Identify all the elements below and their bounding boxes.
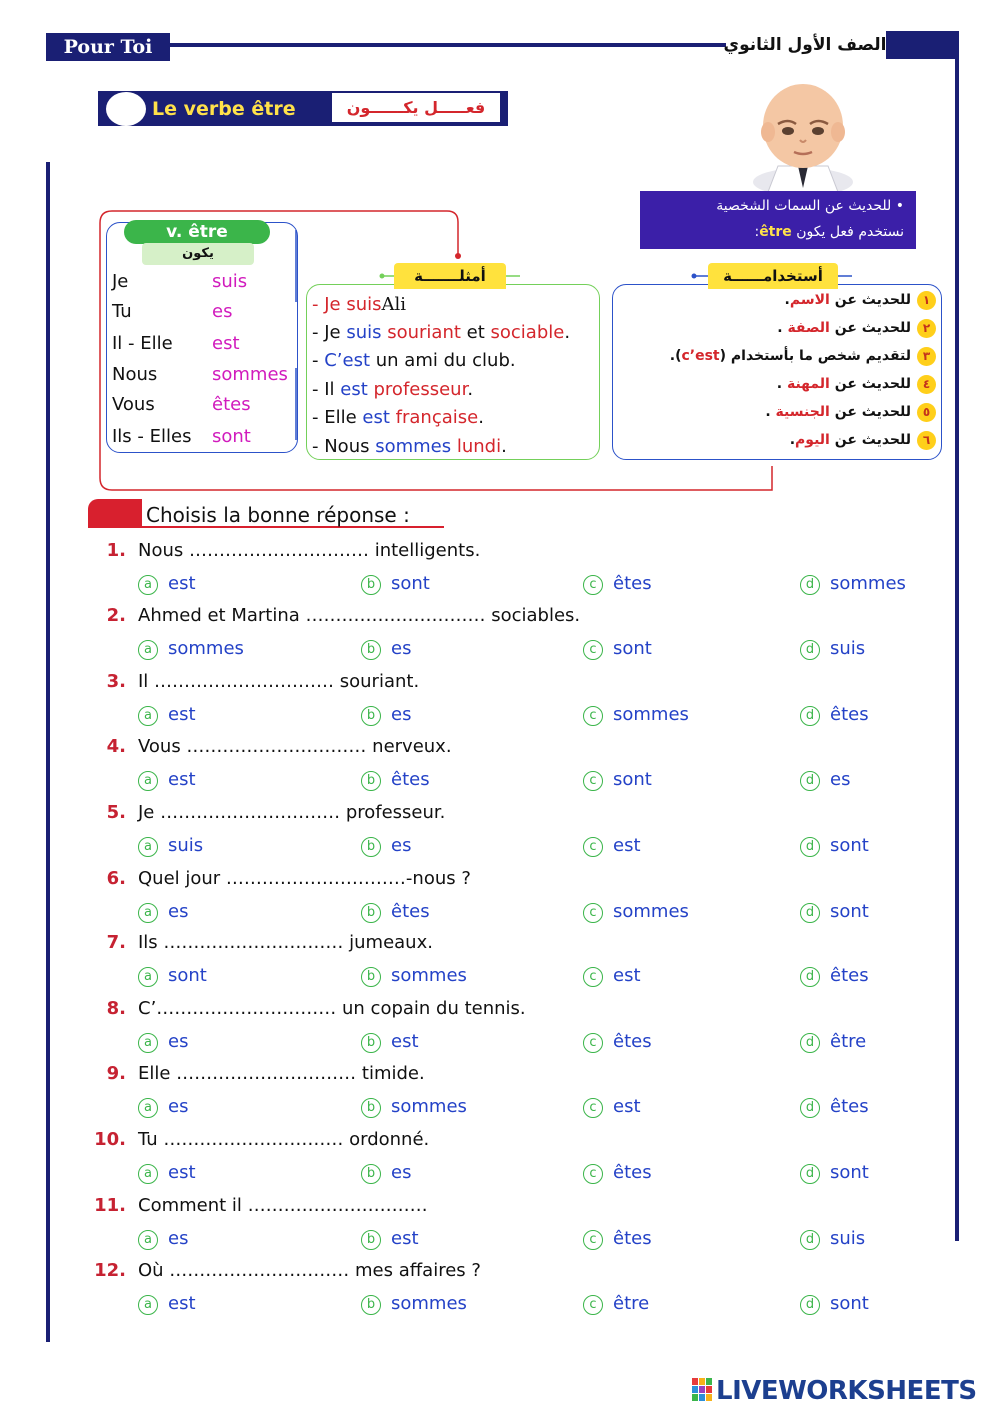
option-label: suis bbox=[830, 638, 866, 659]
usage-number-badge: ٢ bbox=[917, 319, 936, 338]
option-letter-icon: c bbox=[583, 706, 603, 726]
answer-option[interactable] bbox=[800, 570, 906, 598]
option-label: suis bbox=[168, 835, 204, 856]
answer-option[interactable] bbox=[800, 635, 865, 663]
option-label: es bbox=[168, 1228, 189, 1249]
example-fragment: souriant bbox=[387, 322, 461, 343]
option-label: êtes bbox=[391, 769, 430, 790]
option-letter-icon: a bbox=[138, 1033, 158, 1053]
option-letter-icon: b bbox=[361, 640, 381, 660]
option-label: es bbox=[168, 901, 189, 922]
option-label: sont bbox=[830, 901, 869, 922]
example-fragment: lundi bbox=[456, 436, 502, 457]
answer-option[interactable] bbox=[138, 1093, 188, 1121]
usage-number-badge: ٦ bbox=[917, 431, 936, 450]
footer-brand bbox=[692, 1374, 992, 1408]
option-letter-icon: b bbox=[361, 903, 381, 923]
option-letter-icon: b bbox=[361, 1033, 381, 1053]
usage-line bbox=[618, 398, 936, 426]
question-number: 12. bbox=[94, 1260, 126, 1281]
option-label: être bbox=[613, 1293, 650, 1314]
answer-option[interactable] bbox=[800, 766, 850, 794]
answer-option[interactable] bbox=[138, 1225, 188, 1253]
option-label: sommes bbox=[168, 638, 244, 659]
option-letter-icon: b bbox=[361, 1164, 381, 1184]
option-label: est bbox=[168, 704, 196, 725]
option-label: sommes bbox=[613, 901, 689, 922]
usage-line bbox=[618, 314, 936, 342]
option-label: sommes bbox=[391, 1096, 467, 1117]
question-number: 8. bbox=[106, 998, 126, 1019]
example-line bbox=[312, 291, 602, 319]
option-letter-icon: b bbox=[361, 1098, 381, 1118]
answer-option[interactable] bbox=[583, 701, 689, 729]
option-label: es bbox=[391, 835, 412, 856]
answer-option[interactable] bbox=[800, 1028, 866, 1056]
question-text: Ahmed et Martina ………………………… sociables. bbox=[138, 605, 581, 626]
usage-text: ). bbox=[669, 348, 682, 364]
answer-option[interactable] bbox=[583, 1225, 652, 1253]
usage-keyword: اليوم bbox=[795, 432, 830, 448]
option-letter-icon: c bbox=[583, 771, 603, 791]
usage-keyword: الصفة bbox=[787, 320, 830, 336]
option-label: être bbox=[830, 1031, 867, 1052]
usage-text: لتقديم شخص ما بأستخدام ( bbox=[719, 348, 911, 364]
grade-title: الصف الأول الثانوي bbox=[723, 35, 887, 55]
option-letter-icon: c bbox=[583, 640, 603, 660]
option-letter-icon: c bbox=[583, 837, 603, 857]
option-letter-icon: c bbox=[583, 903, 603, 923]
example-line bbox=[312, 319, 602, 347]
usage-text: . bbox=[784, 292, 790, 308]
option-letter-icon: c bbox=[583, 575, 603, 595]
usage-note-line-2: نستخدم فعل يكون être: bbox=[754, 224, 904, 240]
answer-option[interactable] bbox=[361, 1028, 419, 1056]
exercise-heading-bar bbox=[88, 499, 142, 527]
example-line bbox=[312, 404, 602, 432]
option-label: êtes bbox=[830, 704, 869, 725]
example-line bbox=[312, 347, 602, 375]
option-letter-icon: c bbox=[583, 1295, 603, 1315]
option-label: sont bbox=[613, 769, 652, 790]
option-label: sommes bbox=[613, 704, 689, 725]
option-letter-icon: a bbox=[138, 1295, 158, 1315]
option-letter-icon: b bbox=[361, 771, 381, 791]
option-label: est bbox=[168, 1293, 196, 1314]
option-letter-icon: b bbox=[361, 837, 381, 857]
liveworksheets-logo-icon bbox=[692, 1378, 714, 1402]
option-letter-icon: c bbox=[583, 1033, 603, 1053]
option-label: est bbox=[168, 1162, 196, 1183]
usage-text: للحديث عن bbox=[829, 376, 911, 392]
answer-option[interactable] bbox=[138, 1159, 196, 1187]
conjugation-subtitle: يكون bbox=[142, 243, 254, 265]
answer-option[interactable] bbox=[583, 832, 641, 860]
option-label: suis bbox=[830, 1228, 866, 1249]
usage-text: . bbox=[776, 376, 787, 392]
example-fragment: C’est bbox=[324, 350, 371, 371]
option-letter-icon: a bbox=[138, 1230, 158, 1250]
option-letter-icon: d bbox=[800, 1098, 820, 1118]
option-label: êtes bbox=[830, 965, 869, 986]
option-label: êtes bbox=[391, 901, 430, 922]
example-fragment: un ami du club. bbox=[370, 350, 516, 371]
example-fragment: Ali bbox=[381, 294, 407, 315]
conjugation-row: Tu es bbox=[112, 301, 233, 322]
answer-option[interactable] bbox=[361, 1093, 467, 1121]
option-letter-icon: a bbox=[138, 575, 158, 595]
example-fragment: . bbox=[564, 322, 571, 343]
answer-option[interactable] bbox=[361, 1290, 467, 1318]
option-label: sommes bbox=[830, 573, 906, 594]
question-text: Elle ………………………… timide. bbox=[138, 1063, 425, 1084]
question-number: 3. bbox=[106, 671, 126, 692]
option-label: êtes bbox=[613, 1228, 652, 1249]
example-fragment: - Nous bbox=[312, 436, 376, 457]
option-label: sommes bbox=[391, 965, 467, 986]
option-letter-icon: b bbox=[361, 1230, 381, 1250]
option-label: sont bbox=[830, 1162, 869, 1183]
answer-option[interactable] bbox=[583, 1290, 649, 1318]
etre-highlight: être bbox=[759, 224, 792, 240]
example-fragment: . bbox=[501, 436, 507, 457]
option-letter-icon: b bbox=[361, 967, 381, 987]
option-letter-icon: d bbox=[800, 640, 820, 660]
option-label: est bbox=[168, 573, 196, 594]
conjugation-row: Ils - Elles sont bbox=[112, 426, 251, 447]
answer-option[interactable] bbox=[583, 962, 641, 990]
option-label: sont bbox=[830, 1293, 869, 1314]
example-fragment: est bbox=[340, 379, 368, 400]
answer-option[interactable] bbox=[800, 701, 869, 729]
usage-line bbox=[618, 342, 936, 370]
option-letter-icon: d bbox=[800, 967, 820, 987]
footer-brand-text: LIVEWORKSHEETS bbox=[716, 1376, 977, 1406]
question-text: C’………………………… un copain du tennis. bbox=[138, 998, 526, 1019]
answer-option[interactable] bbox=[361, 766, 430, 794]
usage-line bbox=[618, 370, 936, 398]
example-fragment: . bbox=[478, 407, 484, 428]
usage-text: . bbox=[765, 404, 776, 420]
answer-option[interactable] bbox=[583, 1159, 652, 1187]
option-label: êtes bbox=[613, 1162, 652, 1183]
answer-option[interactable] bbox=[138, 962, 207, 990]
examples-tag: أمثلـــــــة bbox=[394, 263, 506, 289]
answer-option[interactable] bbox=[361, 701, 411, 729]
lesson-title: Le verbe être bbox=[152, 98, 296, 120]
answer-option[interactable] bbox=[361, 570, 430, 598]
question-text: Ils ………………………… jumeaux. bbox=[138, 932, 433, 953]
usage-text: للحديث عن bbox=[829, 320, 911, 336]
usage-keyword: الجنسية bbox=[775, 404, 830, 420]
answer-option[interactable] bbox=[583, 898, 689, 926]
example-fragment: suis bbox=[346, 322, 382, 343]
usage-note-line-1: • للحديث عن السمات الشخصية bbox=[716, 198, 904, 214]
answer-option[interactable] bbox=[583, 635, 652, 663]
answer-option[interactable] bbox=[138, 1028, 188, 1056]
conjugation-row: Je suis bbox=[112, 271, 248, 292]
option-letter-icon: d bbox=[800, 1295, 820, 1315]
usage-number-badge: ٣ bbox=[917, 347, 936, 366]
question-number: 4. bbox=[106, 736, 126, 757]
option-label: sont bbox=[613, 638, 652, 659]
example-fragment: sommes bbox=[375, 436, 452, 457]
example-fragment: - Je bbox=[312, 322, 347, 343]
question-number: 5. bbox=[106, 802, 126, 823]
option-label: êtes bbox=[830, 1096, 869, 1117]
brand-label: Pour Toi bbox=[46, 33, 170, 61]
option-label: est bbox=[391, 1031, 419, 1052]
answer-option[interactable] bbox=[583, 1093, 641, 1121]
example-fragment: française bbox=[395, 407, 479, 428]
option-letter-icon: d bbox=[800, 1033, 820, 1053]
option-letter-icon: a bbox=[138, 1098, 158, 1118]
question-number: 2. bbox=[106, 605, 126, 626]
question-text: Nous ………………………… intelligents. bbox=[138, 540, 481, 561]
question-number: 6. bbox=[106, 868, 126, 889]
answer-option[interactable] bbox=[138, 635, 244, 663]
option-letter-icon: a bbox=[138, 640, 158, 660]
option-letter-icon: a bbox=[138, 967, 158, 987]
option-letter-icon: b bbox=[361, 706, 381, 726]
option-letter-icon: d bbox=[800, 771, 820, 791]
usage-text: للحديث عن bbox=[829, 404, 911, 420]
answer-option[interactable] bbox=[583, 766, 652, 794]
question-text: Comment il ………………………… bbox=[138, 1195, 428, 1216]
option-letter-icon: d bbox=[800, 1164, 820, 1184]
example-line bbox=[312, 433, 602, 461]
answer-option[interactable] bbox=[138, 701, 196, 729]
exercise-heading: Choisis la bonne réponse : bbox=[146, 503, 410, 527]
answer-option[interactable] bbox=[138, 1290, 196, 1318]
option-letter-icon: a bbox=[138, 771, 158, 791]
question-number: 7. bbox=[106, 932, 126, 953]
option-letter-icon: a bbox=[138, 837, 158, 857]
option-letter-icon: d bbox=[800, 837, 820, 857]
usage-text: . bbox=[789, 432, 796, 448]
question-number: 1. bbox=[106, 540, 126, 561]
question-text: Quel jour …………………………-nous ? bbox=[138, 868, 471, 889]
example-fragment: est bbox=[362, 407, 390, 428]
example-fragment: sociable bbox=[490, 322, 565, 343]
answer-option[interactable] bbox=[361, 635, 411, 663]
usage-line bbox=[618, 286, 936, 314]
answer-option[interactable] bbox=[361, 832, 411, 860]
usage-text: . bbox=[777, 320, 788, 336]
option-label: est bbox=[168, 769, 196, 790]
option-letter-icon: d bbox=[800, 1230, 820, 1250]
option-letter-icon: b bbox=[361, 1295, 381, 1315]
answer-option[interactable] bbox=[800, 962, 869, 990]
answer-option[interactable] bbox=[800, 1159, 869, 1187]
usage-text: للحديث عن bbox=[829, 292, 911, 308]
option-letter-icon: d bbox=[800, 903, 820, 923]
answer-option[interactable] bbox=[583, 570, 652, 598]
question-number: 9. bbox=[106, 1063, 126, 1084]
example-fragment: professeur bbox=[373, 379, 468, 400]
usage-number-badge: ١ bbox=[917, 291, 936, 310]
answer-option[interactable] bbox=[583, 1028, 652, 1056]
option-letter-icon: b bbox=[361, 575, 381, 595]
usage-line bbox=[618, 426, 936, 454]
option-letter-icon: c bbox=[583, 1230, 603, 1250]
option-label: es bbox=[830, 769, 851, 790]
option-label: es bbox=[168, 1031, 189, 1052]
usage-number-badge: ٥ bbox=[917, 403, 936, 422]
question-text: Vous ………………………… nerveux. bbox=[138, 736, 452, 757]
question-number: 10. bbox=[94, 1129, 126, 1150]
option-label: es bbox=[391, 704, 412, 725]
option-letter-icon: c bbox=[583, 1098, 603, 1118]
answer-option[interactable] bbox=[361, 1225, 419, 1253]
example-line bbox=[312, 376, 602, 404]
option-label: sont bbox=[830, 835, 869, 856]
question-text: Où ………………………… mes affaires ? bbox=[138, 1260, 481, 1281]
option-label: es bbox=[391, 638, 412, 659]
option-letter-icon: a bbox=[138, 903, 158, 923]
answer-option[interactable] bbox=[800, 1093, 869, 1121]
option-letter-icon: c bbox=[583, 1164, 603, 1184]
example-fragment: - Elle bbox=[312, 407, 363, 428]
option-label: est bbox=[613, 1096, 641, 1117]
answer-option[interactable] bbox=[361, 962, 467, 990]
option-label: est bbox=[391, 1228, 419, 1249]
option-letter-icon: d bbox=[800, 706, 820, 726]
answer-option[interactable] bbox=[800, 832, 869, 860]
question-text: Il ………………………… souriant. bbox=[138, 671, 420, 692]
lesson-title-arabic: فعـــــل يكــــــون bbox=[332, 93, 500, 122]
option-letter-icon: c bbox=[583, 967, 603, 987]
conjugation-row: Nous sommes bbox=[112, 364, 288, 385]
example-fragment: - bbox=[312, 350, 325, 371]
option-label: sont bbox=[168, 965, 207, 986]
option-letter-icon: d bbox=[800, 575, 820, 595]
usage-text: للحديث عن bbox=[829, 432, 911, 448]
example-fragment: - Il bbox=[312, 379, 341, 400]
example-fragment: et bbox=[460, 322, 491, 343]
answer-option[interactable] bbox=[800, 898, 869, 926]
question-number: 11. bbox=[94, 1195, 126, 1216]
example-fragment: . bbox=[467, 379, 474, 400]
question-text: Tu ………………………… ordonné. bbox=[138, 1129, 430, 1150]
option-label: sont bbox=[391, 573, 430, 594]
answer-option[interactable] bbox=[138, 570, 196, 598]
usage-keyword: c’est bbox=[681, 348, 720, 364]
option-label: sommes bbox=[391, 1293, 467, 1314]
answer-option[interactable] bbox=[138, 832, 203, 860]
answer-option[interactable] bbox=[138, 766, 196, 794]
option-label: êtes bbox=[613, 573, 652, 594]
answer-option[interactable] bbox=[138, 898, 188, 926]
example-fragment: Je suis bbox=[324, 294, 382, 315]
option-label: est bbox=[613, 835, 641, 856]
conjugation-row: Il - Elle est bbox=[112, 333, 240, 354]
option-letter-icon: a bbox=[138, 1164, 158, 1184]
question-text: Je ………………………… professeur. bbox=[138, 802, 446, 823]
conjugation-title: v. être bbox=[124, 220, 270, 244]
usage-tag: أستخدامــــــة bbox=[708, 263, 838, 289]
answer-option[interactable] bbox=[361, 898, 430, 926]
answer-option[interactable] bbox=[800, 1225, 865, 1253]
conjugation-row: Vous êtes bbox=[112, 394, 251, 415]
answer-option[interactable] bbox=[361, 1159, 411, 1187]
option-label: es bbox=[168, 1096, 189, 1117]
option-label: est bbox=[613, 965, 641, 986]
option-label: êtes bbox=[613, 1031, 652, 1052]
example-fragment: - bbox=[312, 294, 325, 315]
option-letter-icon: a bbox=[138, 706, 158, 726]
usage-number-badge: ٤ bbox=[917, 375, 936, 394]
usage-keyword: المهنة bbox=[786, 376, 830, 392]
usage-keyword: الاسم bbox=[789, 292, 830, 308]
option-label: es bbox=[391, 1162, 412, 1183]
answer-option[interactable] bbox=[800, 1290, 869, 1318]
